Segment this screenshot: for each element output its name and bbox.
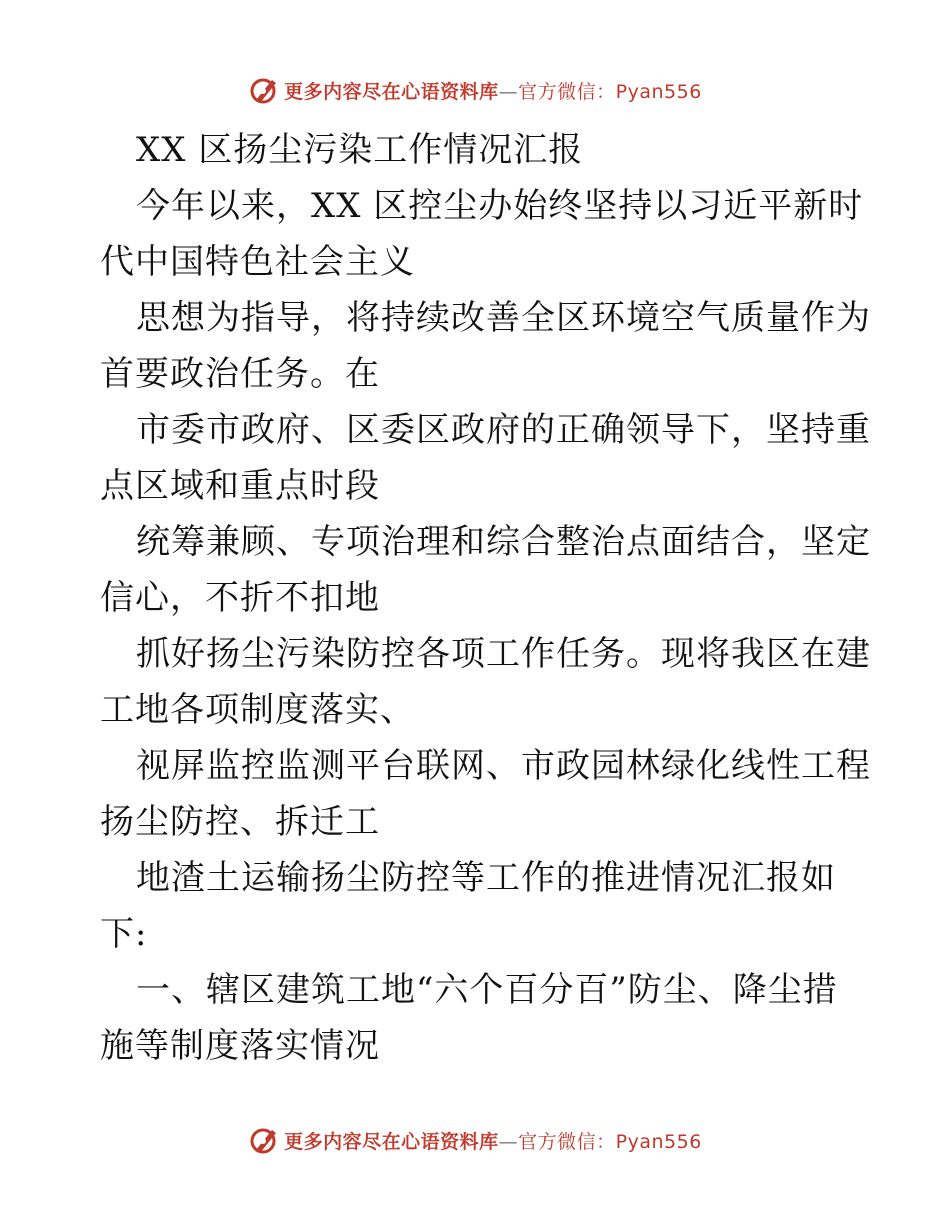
- banner-wechat-handle: 官方微信：Pyan556: [518, 80, 702, 103]
- pen-logo-icon: [248, 74, 280, 106]
- paragraph-4: 统筹兼顾、专项治理和综合整治点面结合，坚定 信心，不折不扣地: [100, 522, 871, 618]
- banner-wechat-handle: 官方微信：Pyan556: [518, 1130, 702, 1153]
- paragraph-2: 思想为指导，将持续改善全区环境空气质量作为 首要政治任务。在: [100, 298, 871, 394]
- paragraph-6: 视屏监控监测平台联网、市政园林绿化线性工程 扬尘防控、拆迁工: [100, 746, 871, 842]
- banner-separator: —: [498, 80, 519, 103]
- banner-title: 更多内容尽在心语资料库: [284, 80, 499, 103]
- footer-watermark-banner: [0, 1120, 950, 1160]
- paragraph-3: 市委市政府、区委区政府的正确领导下，坚持重 点区域和重点时段: [100, 410, 871, 506]
- paragraph-1: 今年以来，XX 区控尘办始终坚持以习近平新时 代中国特色社会主义: [100, 186, 864, 282]
- banner-separator: —: [498, 1130, 519, 1153]
- document-title: XX 区扬尘污染工作情况汇报: [136, 130, 584, 170]
- section-heading-1: 一、辖区建筑工地“六个百分百”防尘、降尘措 施等制度落实情况: [100, 970, 838, 1066]
- paragraph-5: 抓好扬尘污染防控各项工作任务。现将我区在建 工地各项制度落实、: [100, 634, 871, 730]
- pen-logo-icon: [248, 1124, 280, 1156]
- banner-title: 更多内容尽在心语资料库: [284, 1130, 499, 1153]
- paragraph-7: 地渣土运输扬尘防控等工作的推进情况汇报如 下:: [100, 858, 836, 954]
- header-watermark-banner: [0, 70, 950, 110]
- document-body: [100, 122, 871, 1074]
